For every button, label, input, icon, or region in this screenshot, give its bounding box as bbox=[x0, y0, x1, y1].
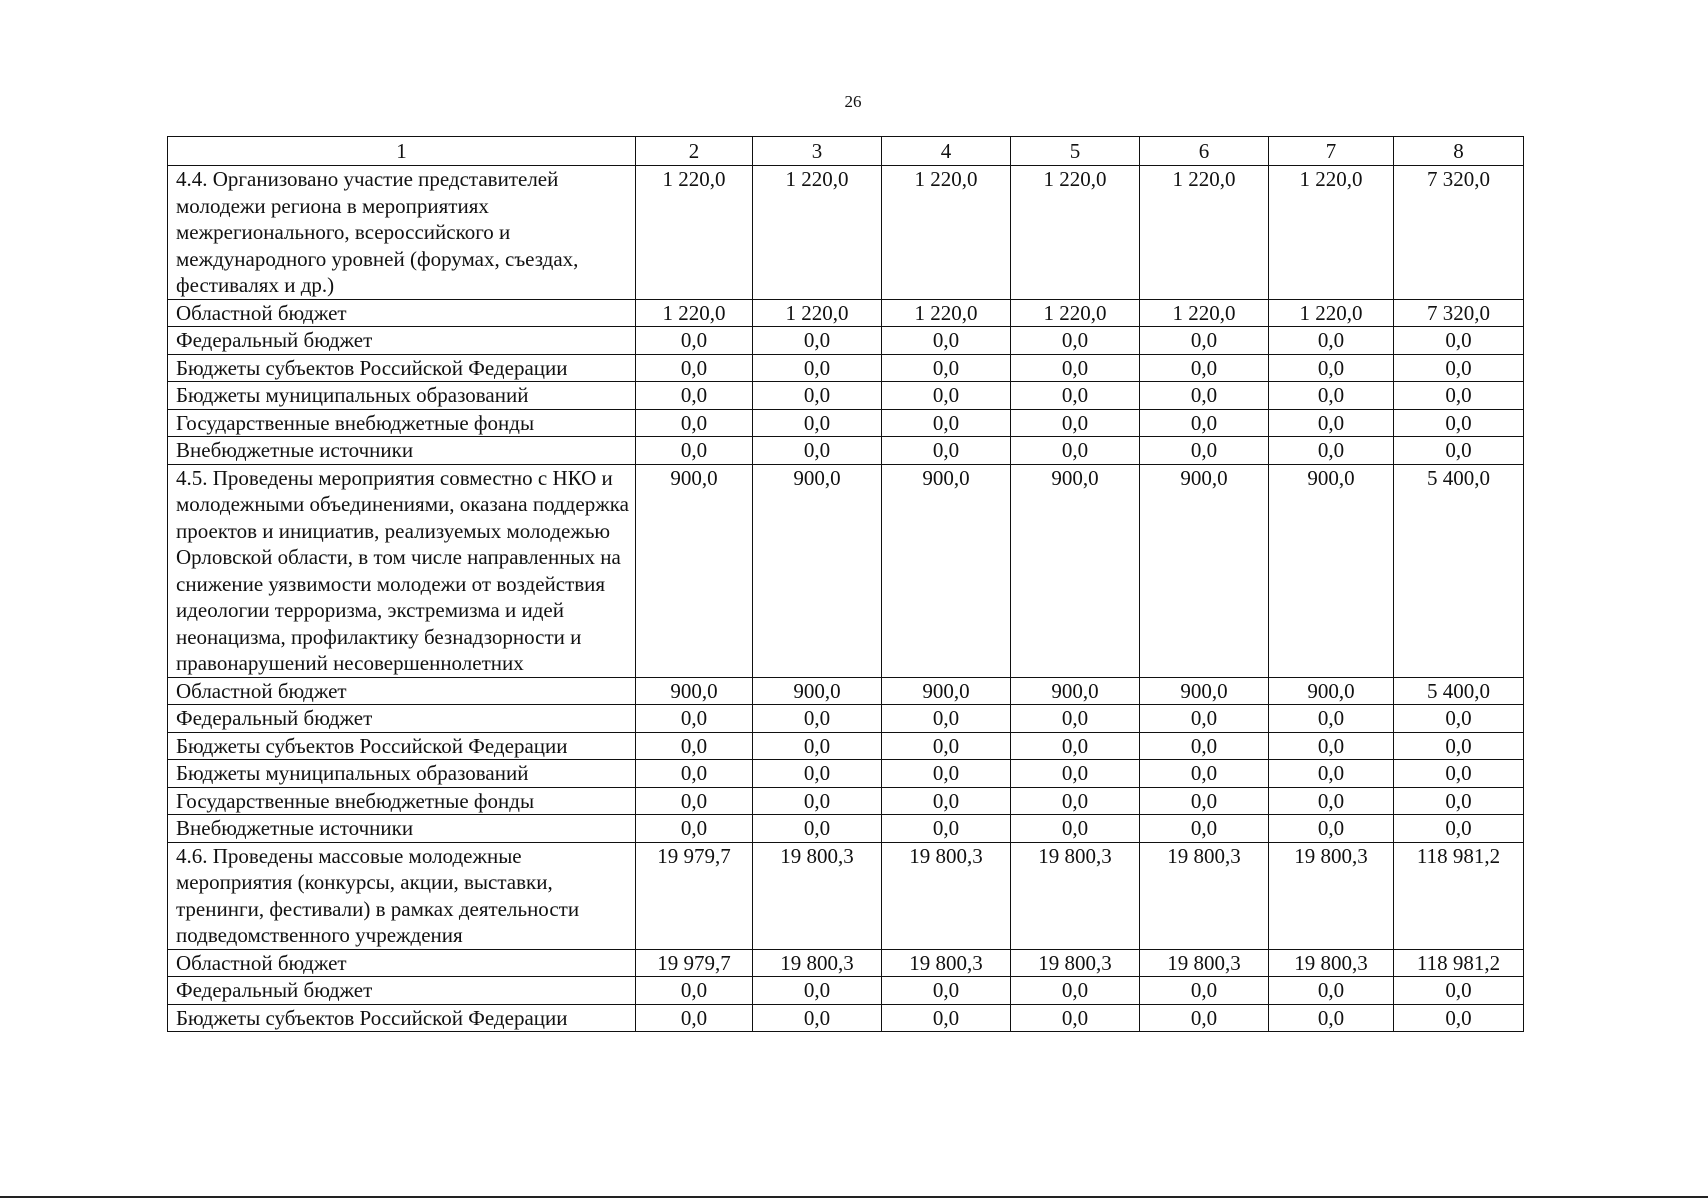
value-cell: 19 800,3 bbox=[1140, 949, 1269, 977]
table-row bbox=[168, 760, 1524, 788]
column-header-4: 4 bbox=[882, 137, 1011, 166]
value-cell: 19 800,3 bbox=[1140, 842, 1269, 949]
column-header-2: 2 bbox=[636, 137, 753, 166]
value-cell: 900,0 bbox=[1269, 464, 1394, 677]
value-cell: 0,0 bbox=[1394, 354, 1524, 382]
value-cell: 900,0 bbox=[636, 677, 753, 705]
value-cell: 0,0 bbox=[1269, 327, 1394, 355]
row-label: Бюджеты субъектов Российской Федерации bbox=[168, 354, 636, 382]
value-cell: 0,0 bbox=[1269, 815, 1394, 843]
value-cell: 19 800,3 bbox=[882, 949, 1011, 977]
value-cell: 19 800,3 bbox=[753, 842, 882, 949]
table-row bbox=[168, 842, 1524, 949]
value-cell: 0,0 bbox=[636, 815, 753, 843]
value-cell: 19 800,3 bbox=[1011, 842, 1140, 949]
value-cell: 1 220,0 bbox=[1140, 299, 1269, 327]
table-row bbox=[168, 409, 1524, 437]
value-cell: 1 220,0 bbox=[753, 166, 882, 300]
row-label: Государственные внебюджетные фонды bbox=[168, 409, 636, 437]
value-cell: 0,0 bbox=[882, 437, 1011, 465]
value-cell: 0,0 bbox=[1269, 437, 1394, 465]
value-cell: 900,0 bbox=[882, 464, 1011, 677]
value-cell: 7 320,0 bbox=[1394, 166, 1524, 300]
row-label: Бюджеты субъектов Российской Федерации bbox=[168, 1004, 636, 1032]
value-cell: 0,0 bbox=[1269, 409, 1394, 437]
column-header-6: 6 bbox=[1140, 137, 1269, 166]
value-cell: 0,0 bbox=[1011, 705, 1140, 733]
value-cell: 0,0 bbox=[882, 409, 1011, 437]
value-cell: 0,0 bbox=[882, 977, 1011, 1005]
value-cell: 0,0 bbox=[636, 705, 753, 733]
value-cell: 0,0 bbox=[753, 327, 882, 355]
value-cell: 0,0 bbox=[882, 760, 1011, 788]
value-cell: 0,0 bbox=[1394, 382, 1524, 410]
value-cell: 900,0 bbox=[1011, 464, 1140, 677]
value-cell: 0,0 bbox=[636, 977, 753, 1005]
value-cell: 0,0 bbox=[1394, 1004, 1524, 1032]
value-cell: 0,0 bbox=[1269, 732, 1394, 760]
value-cell: 0,0 bbox=[1269, 787, 1394, 815]
value-cell: 0,0 bbox=[1394, 409, 1524, 437]
value-cell: 0,0 bbox=[753, 705, 882, 733]
value-cell: 1 220,0 bbox=[1269, 299, 1394, 327]
value-cell: 0,0 bbox=[636, 732, 753, 760]
value-cell: 1 220,0 bbox=[1011, 166, 1140, 300]
value-cell: 900,0 bbox=[1011, 677, 1140, 705]
funding-table bbox=[167, 136, 1524, 1032]
value-cell: 0,0 bbox=[1011, 327, 1140, 355]
value-cell: 0,0 bbox=[1011, 815, 1140, 843]
value-cell: 0,0 bbox=[753, 787, 882, 815]
row-label: Федеральный бюджет bbox=[168, 327, 636, 355]
column-header-3: 3 bbox=[753, 137, 882, 166]
row-label: Внебюджетные источники bbox=[168, 437, 636, 465]
value-cell: 900,0 bbox=[753, 677, 882, 705]
value-cell: 0,0 bbox=[753, 382, 882, 410]
value-cell: 0,0 bbox=[1011, 354, 1140, 382]
value-cell: 0,0 bbox=[1140, 732, 1269, 760]
value-cell: 5 400,0 bbox=[1394, 677, 1524, 705]
value-cell: 1 220,0 bbox=[636, 166, 753, 300]
value-cell: 0,0 bbox=[636, 760, 753, 788]
table-body bbox=[168, 166, 1524, 1032]
value-cell: 1 220,0 bbox=[882, 299, 1011, 327]
value-cell: 0,0 bbox=[1140, 437, 1269, 465]
table-row bbox=[168, 327, 1524, 355]
value-cell: 0,0 bbox=[1140, 977, 1269, 1005]
row-label: 4.6. Проведены массовые молодежные мероприятия (конкурсы, акции, выставки, тренинги, фестивали) в рамках деятельности подведомственного учреждения bbox=[168, 842, 636, 949]
value-cell: 0,0 bbox=[1394, 437, 1524, 465]
value-cell: 0,0 bbox=[636, 437, 753, 465]
value-cell: 0,0 bbox=[1140, 382, 1269, 410]
value-cell: 0,0 bbox=[1394, 787, 1524, 815]
table-row bbox=[168, 815, 1524, 843]
table-row bbox=[168, 437, 1524, 465]
value-cell: 0,0 bbox=[882, 787, 1011, 815]
row-label: Государственные внебюджетные фонды bbox=[168, 787, 636, 815]
column-header-8: 8 bbox=[1394, 137, 1524, 166]
row-label: Бюджеты муниципальных образований bbox=[168, 382, 636, 410]
value-cell: 0,0 bbox=[1011, 732, 1140, 760]
row-label: Федеральный бюджет bbox=[168, 977, 636, 1005]
value-cell: 0,0 bbox=[753, 732, 882, 760]
value-cell: 0,0 bbox=[1394, 327, 1524, 355]
value-cell: 19 800,3 bbox=[1011, 949, 1140, 977]
table-header-row bbox=[168, 137, 1524, 166]
row-label: Областной бюджет bbox=[168, 677, 636, 705]
table-row bbox=[168, 977, 1524, 1005]
table-row bbox=[168, 299, 1524, 327]
value-cell: 19 800,3 bbox=[1269, 949, 1394, 977]
value-cell: 0,0 bbox=[636, 354, 753, 382]
value-cell: 0,0 bbox=[1011, 437, 1140, 465]
row-label: Областной бюджет bbox=[168, 299, 636, 327]
value-cell: 19 979,7 bbox=[636, 949, 753, 977]
value-cell: 0,0 bbox=[1394, 815, 1524, 843]
value-cell: 0,0 bbox=[1394, 760, 1524, 788]
value-cell: 0,0 bbox=[636, 787, 753, 815]
value-cell: 0,0 bbox=[882, 732, 1011, 760]
value-cell: 900,0 bbox=[636, 464, 753, 677]
value-cell: 0,0 bbox=[753, 437, 882, 465]
value-cell: 0,0 bbox=[1140, 705, 1269, 733]
value-cell: 1 220,0 bbox=[882, 166, 1011, 300]
value-cell: 19 979,7 bbox=[636, 842, 753, 949]
value-cell: 0,0 bbox=[1011, 1004, 1140, 1032]
table-row bbox=[168, 1004, 1524, 1032]
value-cell: 0,0 bbox=[1394, 977, 1524, 1005]
value-cell: 0,0 bbox=[1394, 705, 1524, 733]
column-header-1: 1 bbox=[168, 137, 636, 166]
value-cell: 0,0 bbox=[753, 760, 882, 788]
value-cell: 118 981,2 bbox=[1394, 842, 1524, 949]
table-row bbox=[168, 732, 1524, 760]
table-row bbox=[168, 705, 1524, 733]
value-cell: 0,0 bbox=[636, 382, 753, 410]
row-label: 4.4. Организовано участие представителей молодежи региона в мероприятиях межрегионального, всероссийского и международного уровней (форумах, съездах, фестивалях и др.) bbox=[168, 166, 636, 300]
value-cell: 900,0 bbox=[1140, 464, 1269, 677]
value-cell: 0,0 bbox=[1269, 382, 1394, 410]
value-cell: 0,0 bbox=[1140, 409, 1269, 437]
table-row bbox=[168, 677, 1524, 705]
table-row bbox=[168, 787, 1524, 815]
table-row bbox=[168, 382, 1524, 410]
value-cell: 900,0 bbox=[1140, 677, 1269, 705]
page-number: 26 bbox=[844, 92, 862, 111]
value-cell: 0,0 bbox=[636, 1004, 753, 1032]
value-cell: 1 220,0 bbox=[1269, 166, 1394, 300]
value-cell: 19 800,3 bbox=[1269, 842, 1394, 949]
value-cell: 0,0 bbox=[1011, 977, 1140, 1005]
scan-edge-line bbox=[0, 1196, 1708, 1198]
value-cell: 0,0 bbox=[1140, 787, 1269, 815]
value-cell: 900,0 bbox=[753, 464, 882, 677]
value-cell: 0,0 bbox=[1394, 732, 1524, 760]
value-cell: 7 320,0 bbox=[1394, 299, 1524, 327]
value-cell: 0,0 bbox=[1269, 760, 1394, 788]
value-cell: 0,0 bbox=[753, 977, 882, 1005]
value-cell: 1 220,0 bbox=[753, 299, 882, 327]
row-label: Федеральный бюджет bbox=[168, 705, 636, 733]
value-cell: 0,0 bbox=[1269, 977, 1394, 1005]
value-cell: 19 800,3 bbox=[882, 842, 1011, 949]
value-cell: 0,0 bbox=[1140, 1004, 1269, 1032]
value-cell: 0,0 bbox=[882, 1004, 1011, 1032]
value-cell: 900,0 bbox=[882, 677, 1011, 705]
value-cell: 0,0 bbox=[753, 815, 882, 843]
value-cell: 0,0 bbox=[753, 409, 882, 437]
value-cell: 0,0 bbox=[636, 327, 753, 355]
column-header-5: 5 bbox=[1011, 137, 1140, 166]
value-cell: 118 981,2 bbox=[1394, 949, 1524, 977]
column-header-7: 7 bbox=[1269, 137, 1394, 166]
value-cell: 19 800,3 bbox=[753, 949, 882, 977]
value-cell: 5 400,0 bbox=[1394, 464, 1524, 677]
value-cell: 0,0 bbox=[1269, 705, 1394, 733]
value-cell: 0,0 bbox=[1269, 1004, 1394, 1032]
value-cell: 0,0 bbox=[753, 354, 882, 382]
table-row bbox=[168, 949, 1524, 977]
value-cell: 0,0 bbox=[1011, 760, 1140, 788]
value-cell: 0,0 bbox=[882, 382, 1011, 410]
value-cell: 0,0 bbox=[882, 815, 1011, 843]
row-label: Областной бюджет bbox=[168, 949, 636, 977]
value-cell: 0,0 bbox=[882, 705, 1011, 733]
table-row bbox=[168, 166, 1524, 300]
table-row bbox=[168, 354, 1524, 382]
value-cell: 0,0 bbox=[1140, 327, 1269, 355]
row-label: Внебюджетные источники bbox=[168, 815, 636, 843]
value-cell: 0,0 bbox=[1140, 354, 1269, 382]
value-cell: 0,0 bbox=[1011, 382, 1140, 410]
value-cell: 900,0 bbox=[1269, 677, 1394, 705]
value-cell: 0,0 bbox=[1140, 815, 1269, 843]
value-cell: 0,0 bbox=[1269, 354, 1394, 382]
value-cell: 1 220,0 bbox=[1140, 166, 1269, 300]
value-cell: 1 220,0 bbox=[1011, 299, 1140, 327]
value-cell: 0,0 bbox=[636, 409, 753, 437]
row-label: Бюджеты субъектов Российской Федерации bbox=[168, 732, 636, 760]
value-cell: 0,0 bbox=[753, 1004, 882, 1032]
value-cell: 0,0 bbox=[1011, 409, 1140, 437]
value-cell: 0,0 bbox=[882, 327, 1011, 355]
value-cell: 0,0 bbox=[1011, 787, 1140, 815]
value-cell: 1 220,0 bbox=[636, 299, 753, 327]
row-label: Бюджеты муниципальных образований bbox=[168, 760, 636, 788]
table-row bbox=[168, 464, 1524, 677]
value-cell: 0,0 bbox=[882, 354, 1011, 382]
value-cell: 0,0 bbox=[1140, 760, 1269, 788]
row-label: 4.5. Проведены мероприятия совместно с НКО и молодежными объединениями, оказана поддержка проектов и инициатив, реализуемых молодежью Орловской области, в том числе направленных на снижение уязвимости молодежи от воздействия идеологии терроризма, экстремизма и идей неонацизма, профилактику безнадзорности и правонарушений несовершеннолетних bbox=[168, 464, 636, 677]
